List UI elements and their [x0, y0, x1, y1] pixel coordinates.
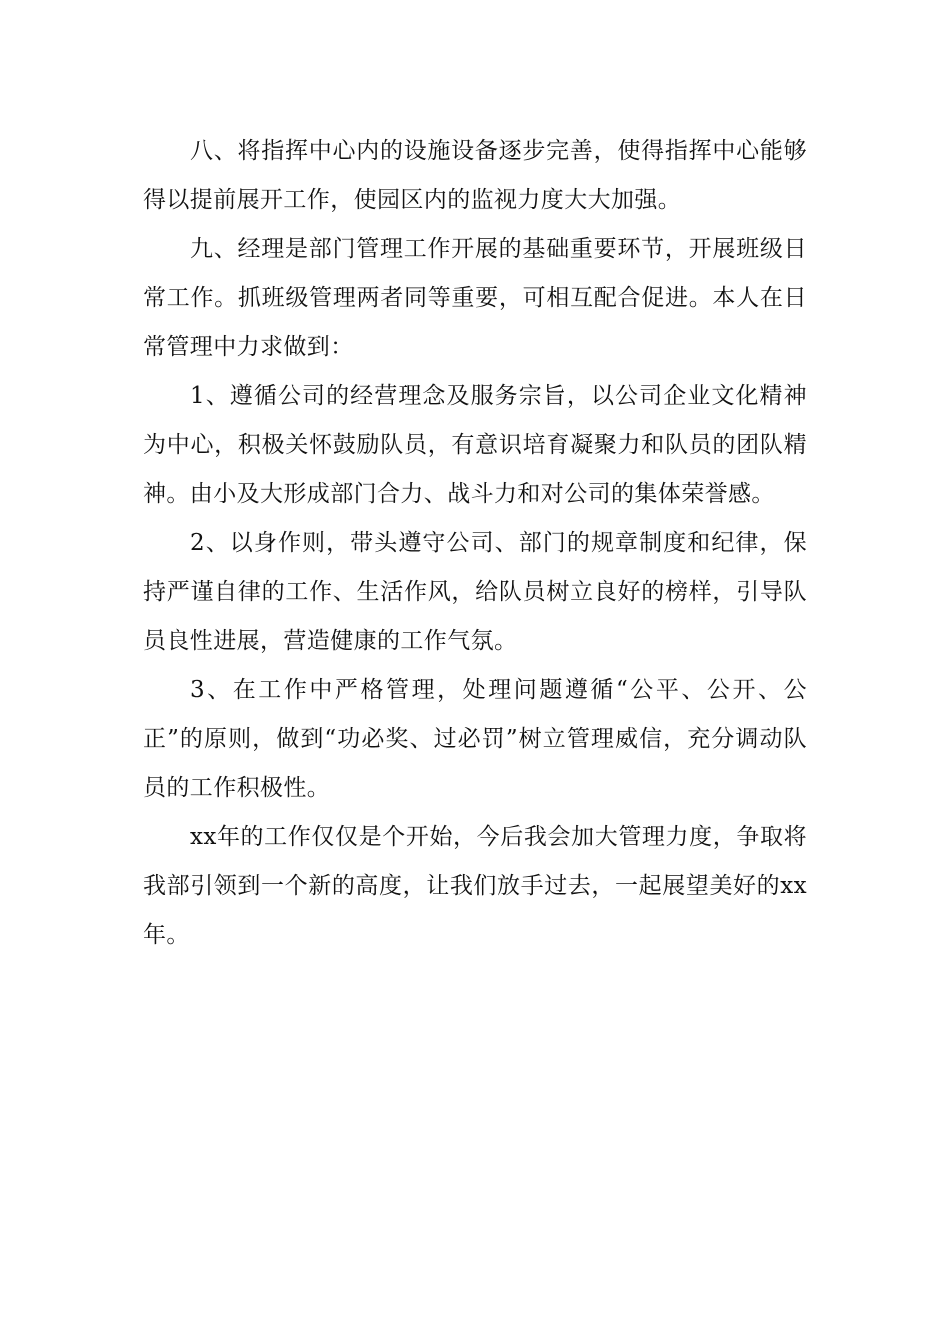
paragraph-item-8: 八、将指挥中心内的设施设备逐步完善，使得指挥中心能够得以提前展开工作，使园区内的监视力度大大加强。: [143, 138, 807, 213]
paragraph-closing: xx年的工作仅仅是个开始，今后我会加大管理力度，争取将我部引领到一个新的高度，让我们放手过去，一起展望美好的xx年。: [143, 824, 807, 948]
document-body: [143, 127, 807, 960]
paragraph-subitem-3: 3、在工作中严格管理，处理问题遵循“公平、公开、公正”的原则，做到“功必奖、过必罚”树立管理威信，充分调动队员的工作积极性。: [143, 677, 807, 801]
paragraph-item-9: 九、经理是部门管理工作开展的基础重要环节，开展班级日常工作。抓班级管理两者同等重要，可相互配合促进。本人在日常管理中力求做到：: [143, 236, 807, 360]
paragraph-subitem-1: 1、遵循公司的经营理念及服务宗旨，以公司企业文化精神为中心，积极关怀鼓励队员，有意识培育凝聚力和队员的团队精神。由小及大形成部门合力、战斗力和对公司的集体荣誉感。: [143, 383, 807, 507]
paragraph-subitem-2: 2、以身作则，带头遵守公司、部门的规章制度和纪律，保持严谨自律的工作、生活作风，给队员树立良好的榜样，引导队员良性进展，营造健康的工作气氛。: [143, 530, 807, 654]
